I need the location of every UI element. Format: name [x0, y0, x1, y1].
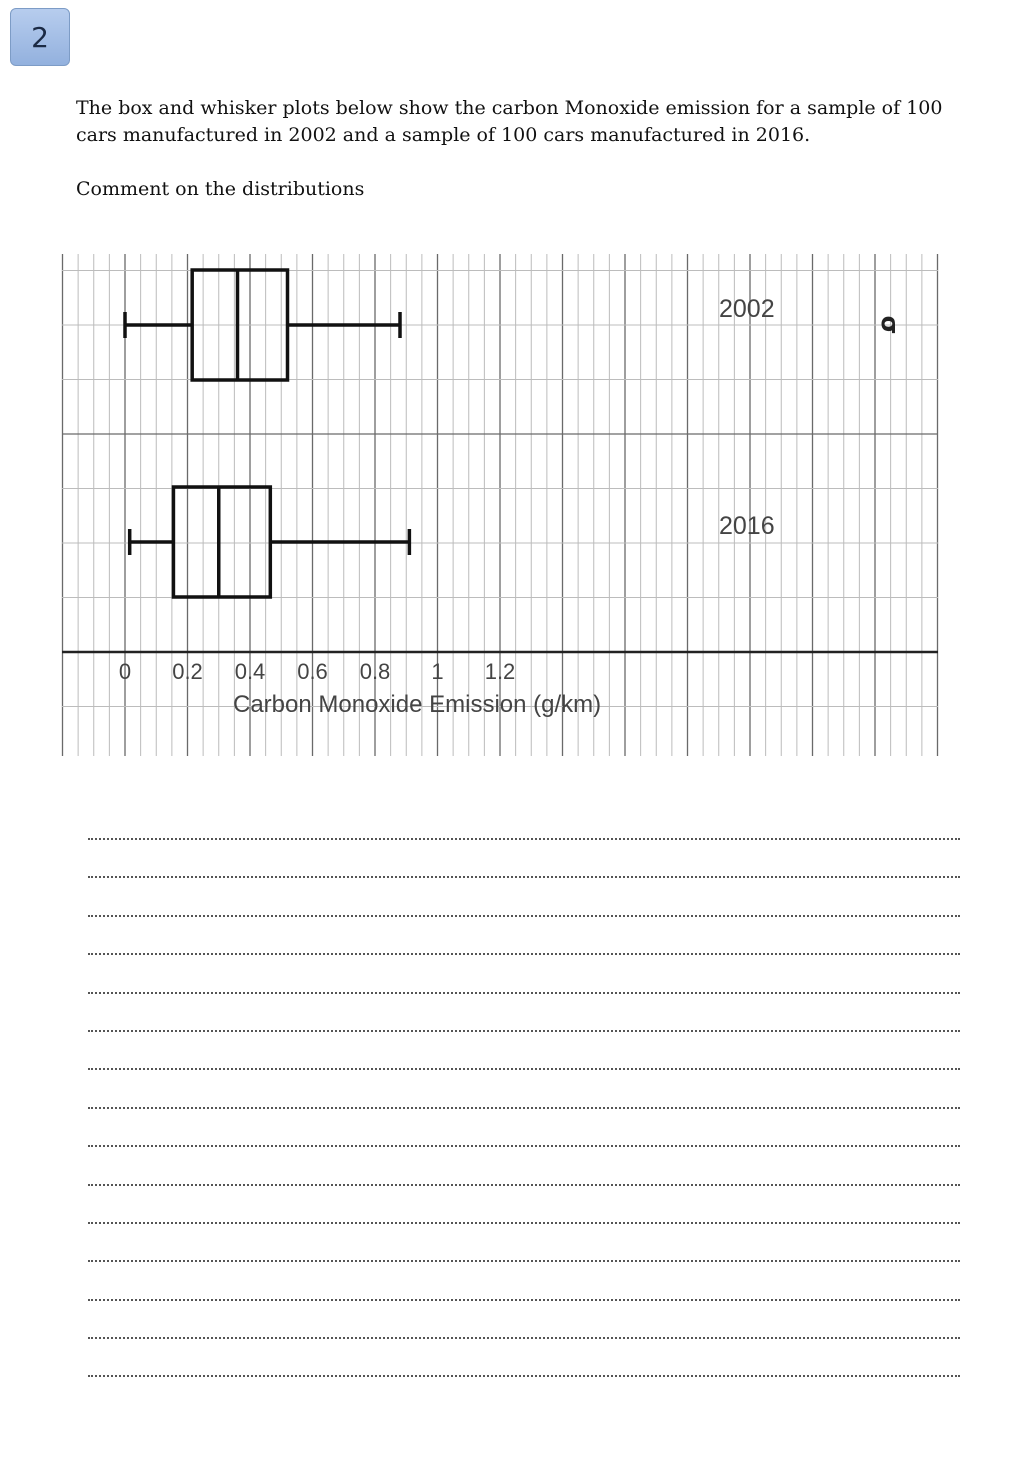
answer-line[interactable]: [88, 1184, 960, 1222]
x-tick-label: 0.6: [297, 659, 328, 684]
answer-line[interactable]: [88, 1337, 960, 1375]
answer-line[interactable]: [88, 1222, 960, 1260]
x-tick-label: 0.2: [172, 659, 203, 684]
answer-line[interactable]: [88, 915, 960, 953]
answer-line[interactable]: [88, 992, 960, 1030]
answer-line[interactable]: [88, 1299, 960, 1337]
x-axis-title: Carbon Monoxide Emission (g/km): [233, 691, 602, 718]
question-number-badge: 2: [10, 8, 70, 66]
x-tick-label: 0: [118, 659, 132, 684]
x-tick-label: 0.4: [234, 659, 266, 684]
answer-lines: [88, 838, 960, 1414]
x-tick-label: 1: [431, 659, 444, 684]
answer-line[interactable]: [88, 1375, 960, 1413]
series-label: 2002: [719, 295, 775, 323]
answer-line[interactable]: [88, 953, 960, 991]
answer-line[interactable]: [88, 838, 960, 876]
question-block: [76, 95, 966, 203]
margin-annotation: σ: [876, 315, 904, 335]
box-plot-2016: [130, 487, 775, 597]
question-text: The box and whisker plots below show the carbon Monoxide emission for a sample of 100 cars manufactured in 2002 and a sample of 100 cars manufactured in 2016.: [76, 97, 943, 146]
x-tick-label: 0.8: [359, 659, 391, 684]
x-tick-label: 1.2: [484, 659, 516, 684]
box-plot-chart: [60, 250, 940, 760]
answer-line[interactable]: [88, 1260, 960, 1298]
answer-line[interactable]: [88, 1145, 960, 1183]
answer-line[interactable]: [88, 1030, 960, 1068]
series-label: 2016: [719, 512, 775, 540]
answer-line[interactable]: [88, 1107, 960, 1145]
question-instruction: Comment on the distributions: [76, 178, 365, 200]
answer-line[interactable]: [88, 876, 960, 914]
answer-line[interactable]: [88, 1068, 960, 1106]
